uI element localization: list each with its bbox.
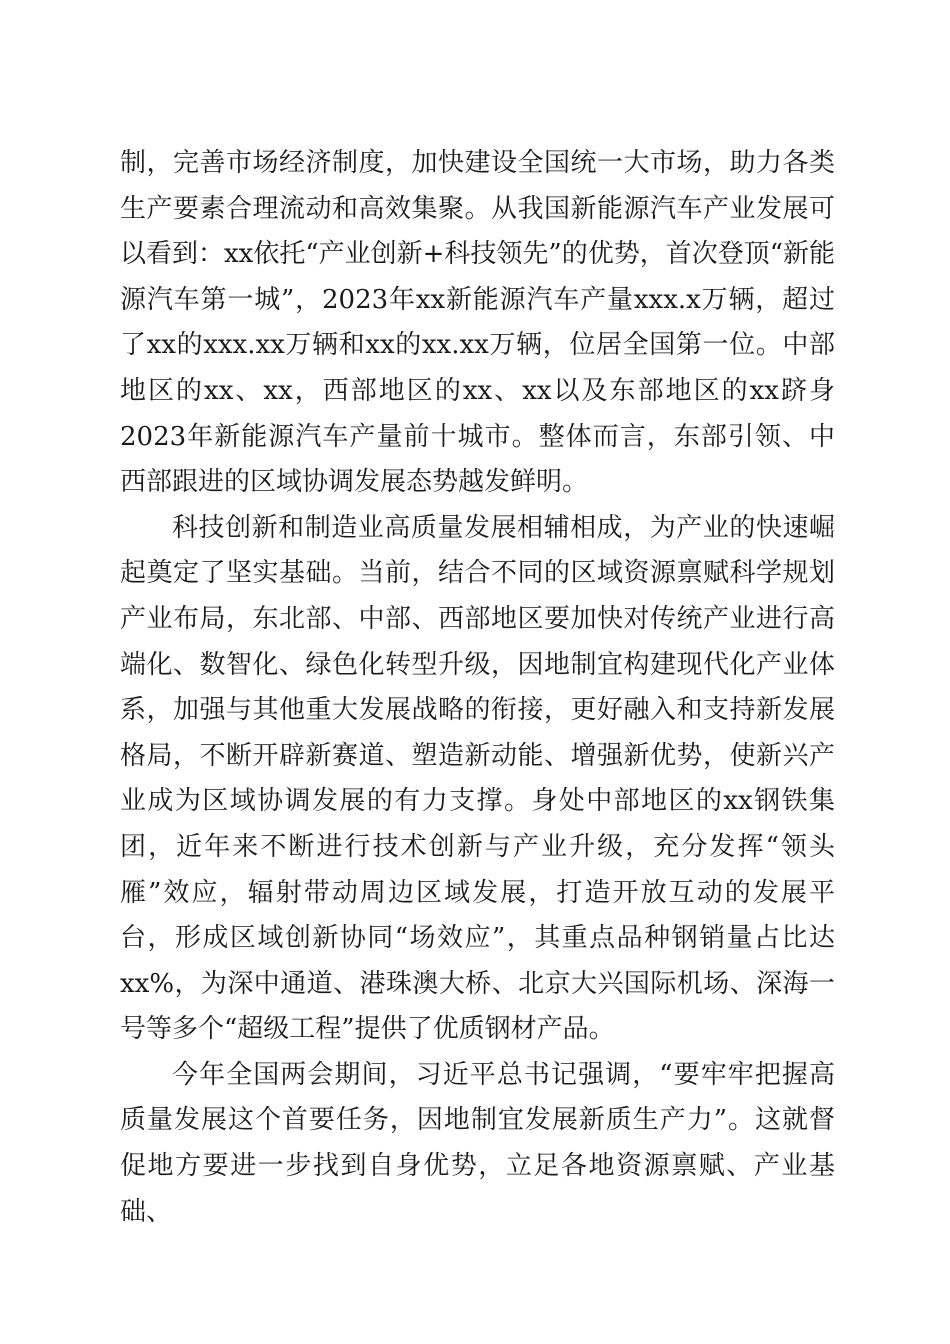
- body-text: [120, 141, 835, 1235]
- paragraph-technology-innovation: 科技创新和制造业高质量发展相辅相成，为产业的快速崛起奠定了坚实基础。当前，结合不同的区域资源禀赋科学规划产业布局，东北部、中部、西部地区要加快对传统产业进行高端化、数智化、绿色化转型升级，因地制宜构建现代化产业体系，加强与其他重大发展战略的衔接，更好融入和支持新发展格局，不断开辟新赛道、塑造新动能、增强新优势，使新兴产业成为区域协调发展的有力支撑。身处中部地区的xx钢铁集团，近年来不断进行技术创新与产业升级，充分发挥“领头雁”效应，辐射带动周边区域发展，打造开放互动的发展平台，形成区域创新协同“场效应”，其重点品种钢销量占比达xx%，为深中通道、港珠澳大桥、北京大兴国际机场、深海一号等多个“超级工程”提供了优质钢材产品。: [120, 512, 835, 1045]
- paragraph-continuation: 制，完善市场经济制度，加快建设全国统一大市场，助力各类生产要素合理流动和高效集聚。从我国新能源汽车产业发展可以看到：xx依托“产业创新+科技领先”的优势，首次登顶“新能源汽车第一城”，2023年xx新能源汽车产量xxx.x万辆，超过了xx的xxx.xx万辆和xx的xx.xx万辆，位居全国第一位。中部地区的xx、xx，西部地区的xx、xx以及东部地区的xx跻身2023年新能源汽车产量前十城市。整体而言，东部引领、中西部跟进的区域协调发展态势越发鲜明。: [120, 148, 835, 498]
- paragraph-two-sessions: 今年全国两会期间，习近平总书记强调，“要牢牢把握高质量发展这个首要任务，因地制宜发展新质生产力”。这就督促地方要进一步找到自身优势，立足各地资源禀赋、产业基础、: [120, 1059, 835, 1227]
